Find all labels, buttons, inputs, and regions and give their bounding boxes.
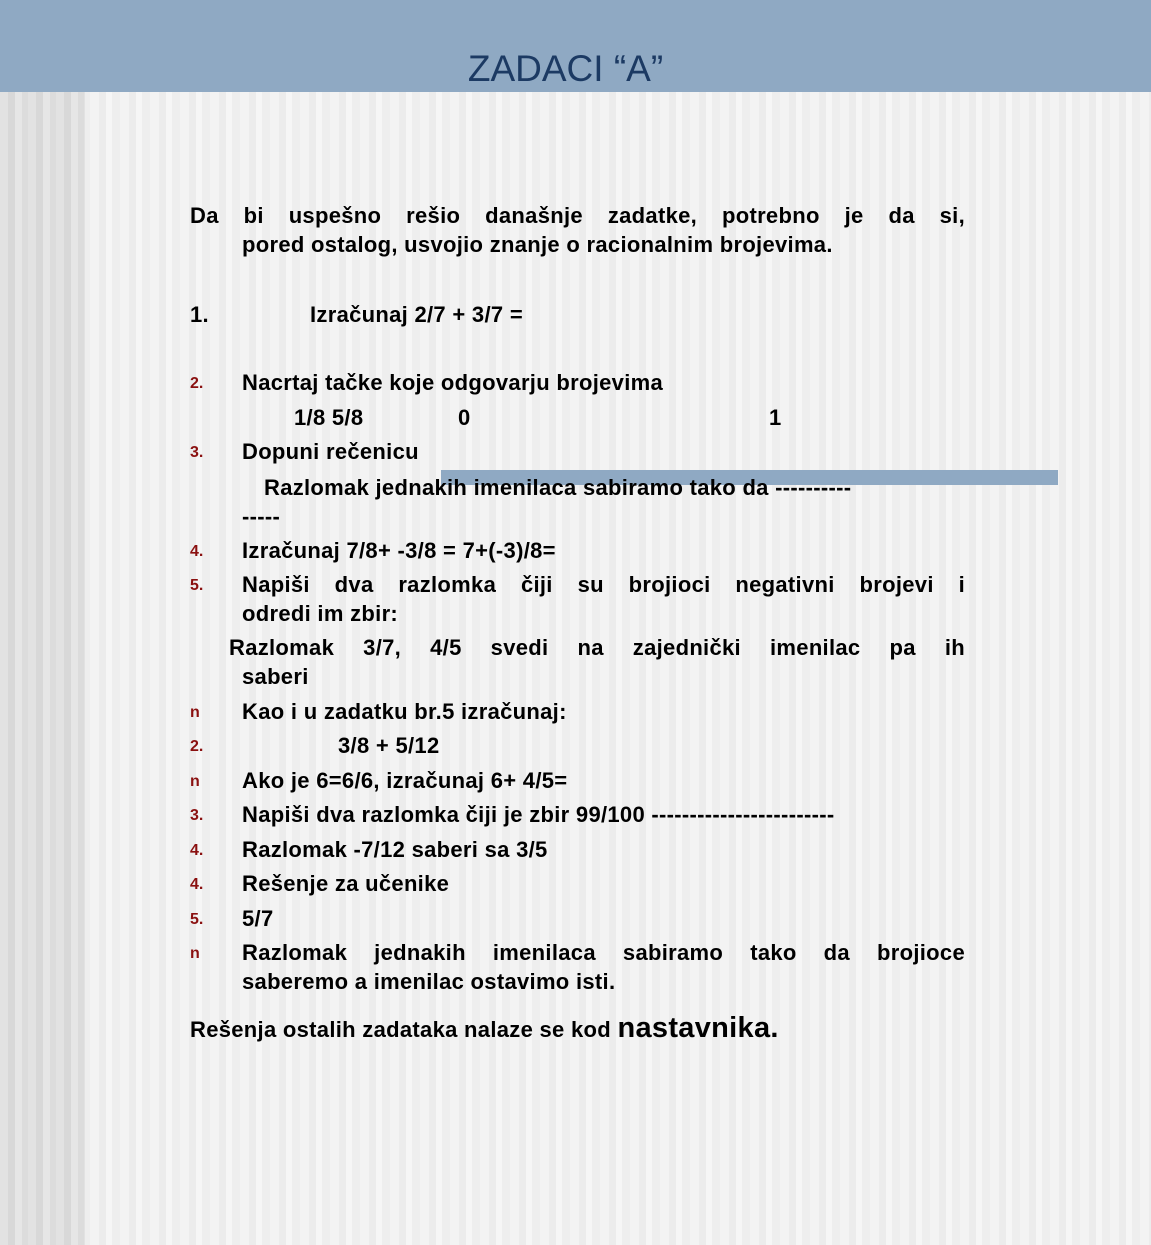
list-item: Razlomak jednakih imenilaca sabiramo tako da ---------- (264, 475, 852, 500)
list-marker: n (190, 945, 200, 962)
list-item: Napiši dva razlomka čiji su brojioci negativni brojevi i (242, 572, 965, 597)
intro-line-1: Da bi uspešno rešio današnje zadatke, potrebno je da si, (190, 203, 965, 228)
list-item: Dopuni rečenicu (242, 439, 419, 464)
list-marker: 4. (190, 876, 204, 893)
list-marker: 5. (190, 911, 204, 928)
list-item: Izračunaj 7/8+ -3/8 = 7+(-3)/8= (242, 538, 556, 563)
footer-text-big: nastavnika. (617, 1012, 779, 1044)
list-item: odredi im zbir: (242, 601, 399, 626)
task-1-marker: 1. (190, 302, 209, 327)
list-marker: 5. (190, 577, 204, 594)
number-label: 1 (769, 405, 782, 430)
list-marker: n (190, 773, 200, 790)
list-marker: n (190, 704, 200, 721)
list-item: Nacrtaj tačke koje odgovarju brojevima (242, 370, 663, 395)
list-marker: 3. (190, 807, 204, 824)
list-marker: 4. (190, 842, 204, 859)
list-item: saberemo a imenilac ostavimo isti. (242, 969, 616, 994)
list-item: Ako je 6=6/6, izračunaj 6+ 4/5= (242, 768, 568, 793)
footer-text (190, 1012, 779, 1045)
list-marker: 4. (190, 543, 204, 560)
list-item: Razlomak jednakih imenilaca sabiramo tako da brojioce (242, 940, 965, 965)
list-item: ----- (242, 504, 281, 529)
list-marker: 3. (190, 444, 204, 461)
footer-text-main: Rešenja ostalih zadataka nalaze se kod (190, 1017, 612, 1042)
list-item: Napiši dva razlomka čiji je zbir 99/100 ------------------------ (242, 802, 835, 827)
list-item: 5/7 (242, 906, 274, 931)
number-label: 1/8 5/8 (294, 405, 364, 430)
list-item: Rešenje za učenike (242, 871, 450, 896)
list-item: Razlomak -7/12 saberi sa 3/5 (242, 837, 548, 862)
number-label: 0 (458, 405, 471, 430)
list-marker: 2. (190, 738, 204, 755)
task-1-text: Izračunaj 2/7 + 3/7 = (310, 302, 523, 327)
list-item: saberi (242, 664, 309, 689)
list-item: Kao i u zadatku br.5 izračunaj: (242, 699, 567, 724)
list-item: 3/8 + 5/12 (338, 733, 440, 758)
intro-line-2: pored ostalog, usvojio znanje o racionalnim brojevima. (242, 232, 833, 257)
background-band (0, 0, 85, 1245)
list-marker: 2. (190, 375, 204, 392)
list-item: Razlomak 3/7, 4/5 svedi na zajednički imenilac pa ih (229, 635, 965, 660)
slide-title: ZADACI “A” (467, 48, 664, 89)
